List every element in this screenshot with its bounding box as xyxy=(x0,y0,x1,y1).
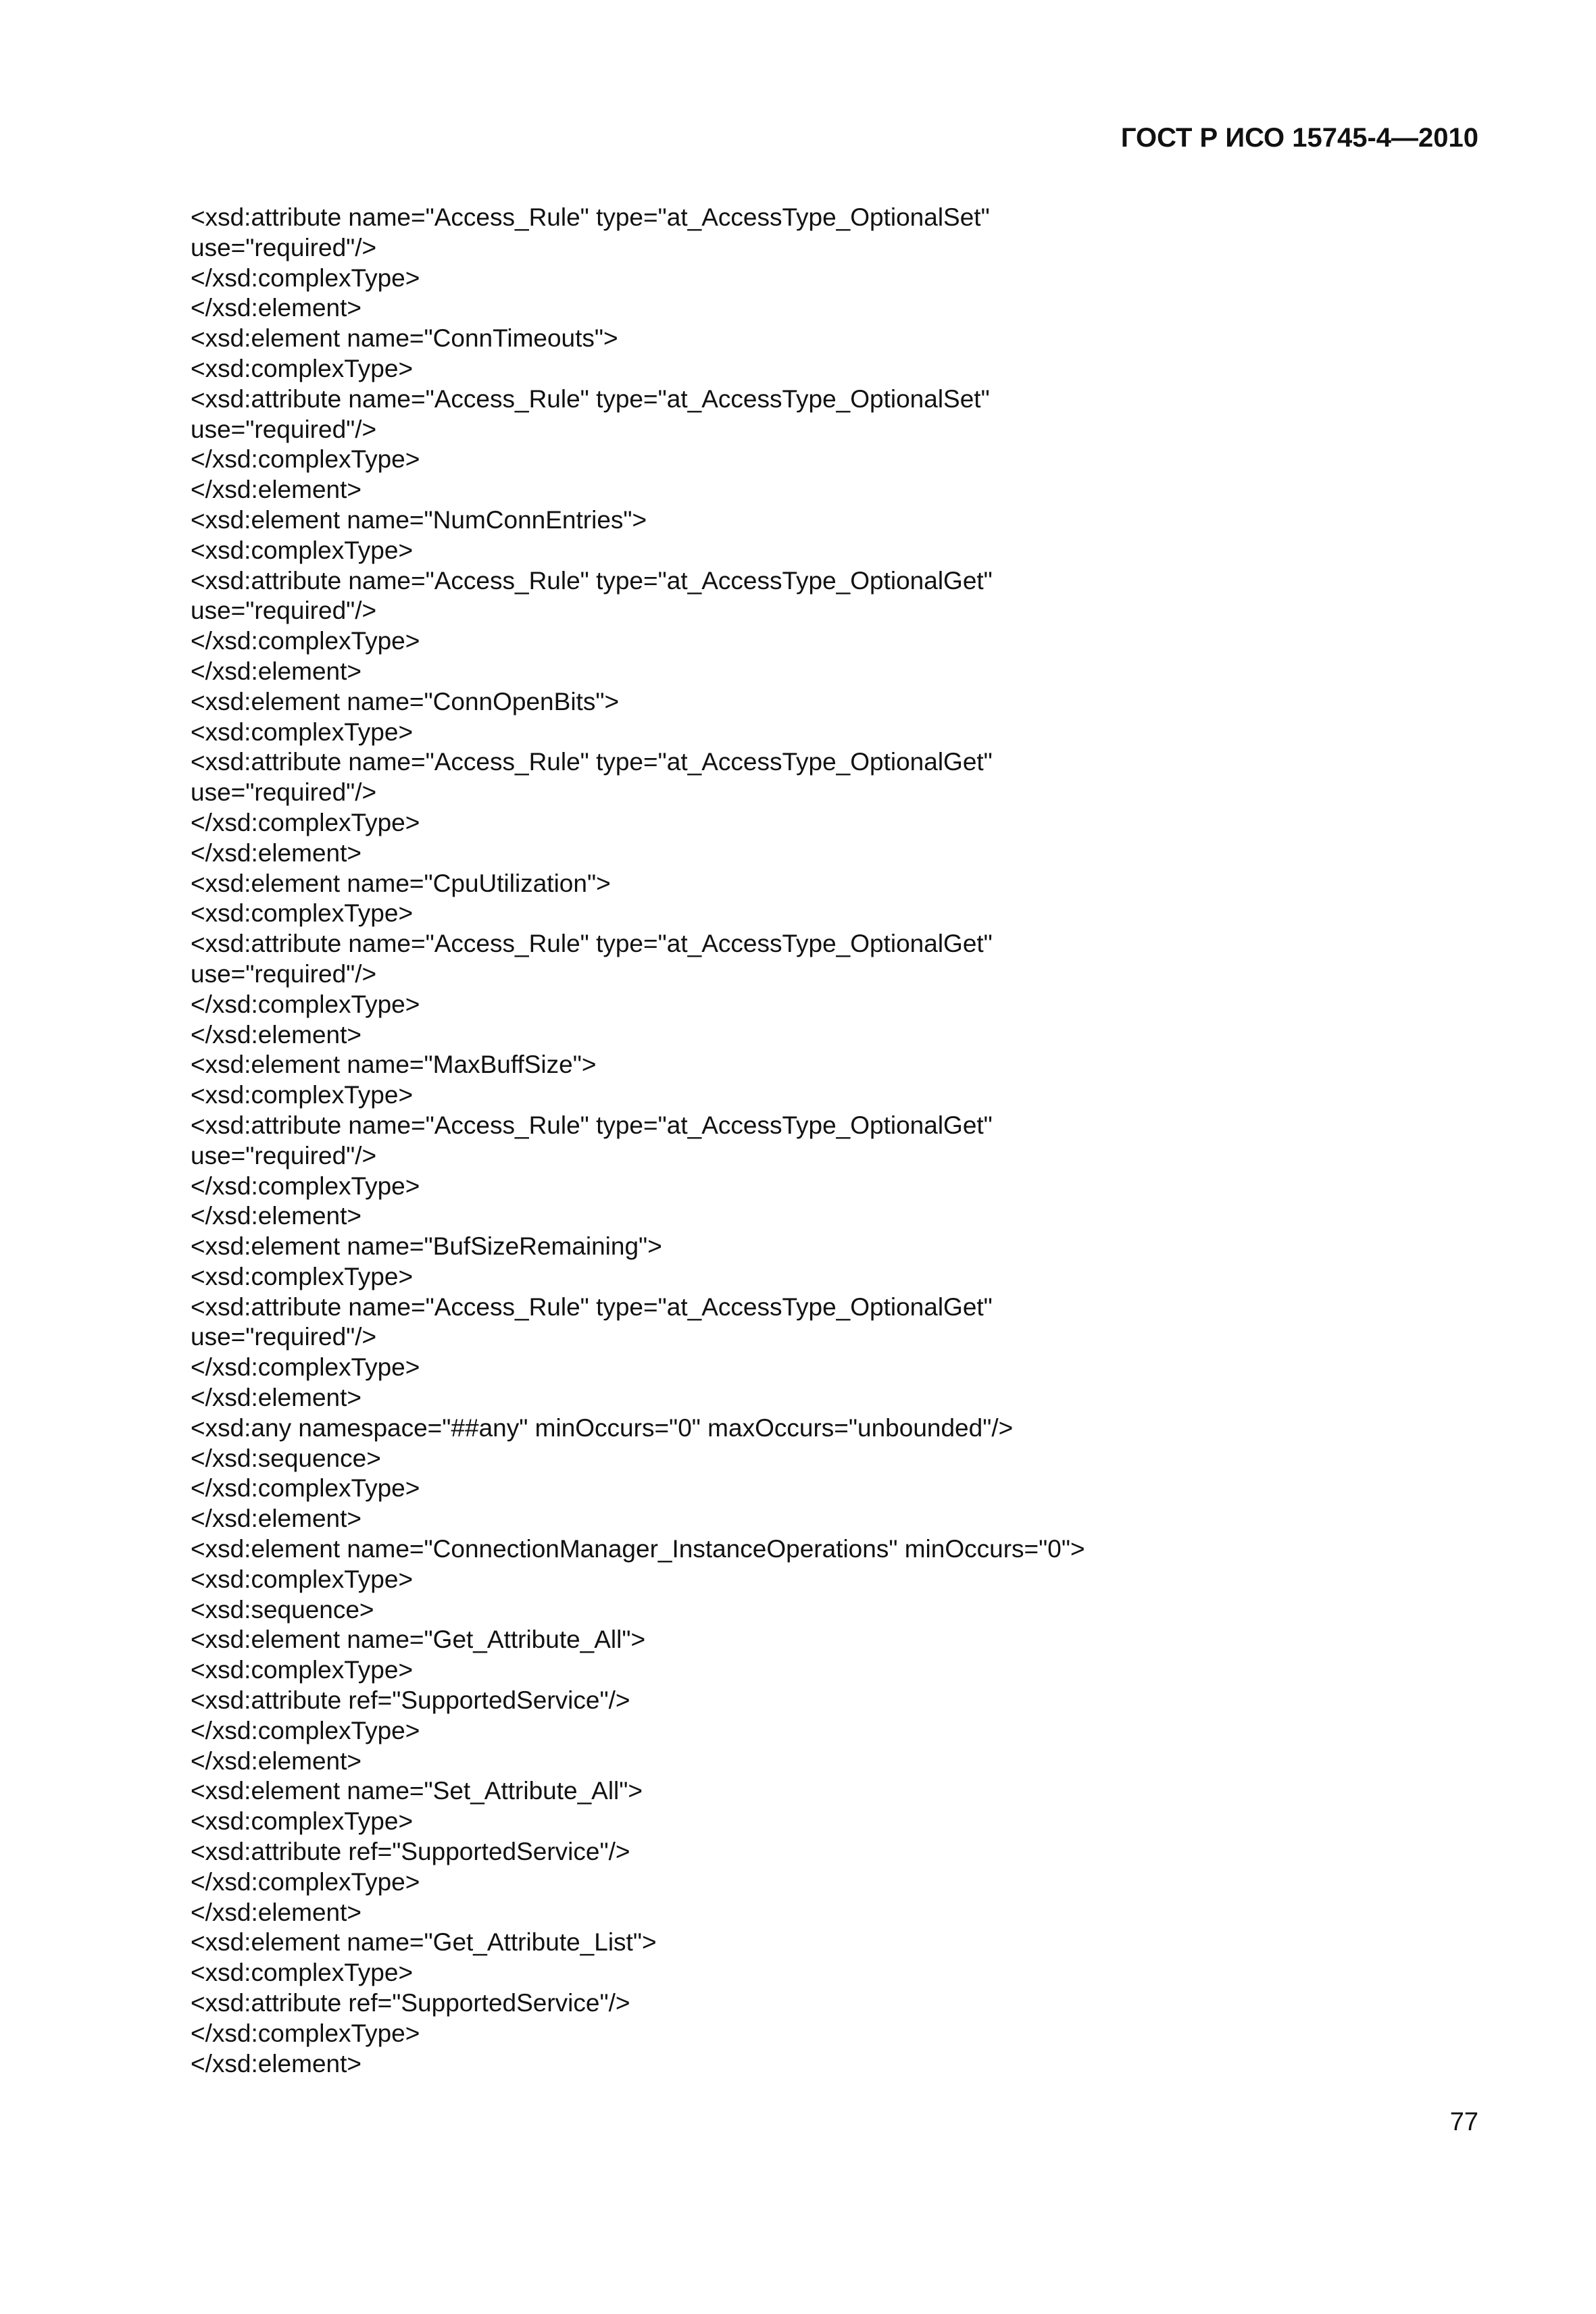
code-line: <xsd:any namespace="##any" minOccurs="0" maxOccurs="unbounded"/> xyxy=(191,1413,1014,1442)
code-line: </xsd:complexType> xyxy=(191,1867,420,1896)
code-line: <xsd:attribute name="Access_Rule" type="at_AccessType_OptionalSet" xyxy=(191,384,990,413)
code-line: </xsd:complexType> xyxy=(191,1716,420,1744)
code-line: use="required"/> xyxy=(191,959,377,988)
code-line: <xsd:attribute name="Access_Rule" type="at_AccessType_OptionalGet" xyxy=(191,1111,993,1139)
code-line: <xsd:complexType> xyxy=(191,718,414,746)
code-line: <xsd:complexType> xyxy=(191,1081,414,1109)
code-line: <xsd:element name="CpuUtilization"> xyxy=(191,869,611,897)
code-line: </xsd:complexType> xyxy=(191,627,420,655)
code-line: <xsd:complexType> xyxy=(191,536,414,564)
code-line: <xsd:element name="Get_Attribute_All"> xyxy=(191,1626,646,1654)
code-line: <xsd:element name="ConnTimeouts"> xyxy=(191,324,618,353)
code-line: </xsd:element> xyxy=(191,2049,361,2078)
code-line: <xsd:attribute name="Access_Rule" type="at_AccessType_OptionalGet" xyxy=(191,1292,993,1321)
code-line: </xsd:element> xyxy=(191,1384,361,1412)
code-line: use="required"/> xyxy=(191,778,377,807)
code-line: </xsd:complexType> xyxy=(191,808,420,836)
code-line: </xsd:complexType> xyxy=(191,990,420,1018)
code-line: </xsd:element> xyxy=(191,838,361,867)
code-line: use="required"/> xyxy=(191,1323,377,1351)
page-number: 77 xyxy=(1449,2108,1478,2136)
code-line: <xsd:element name="ConnOpenBits"> xyxy=(191,687,620,715)
code-line: </xsd:complexType> xyxy=(191,445,420,474)
code-line: use="required"/> xyxy=(191,415,377,443)
code-line: <xsd:attribute ref="SupportedService"/> xyxy=(191,1838,630,1866)
code-line: </xsd:complexType> xyxy=(191,1474,420,1503)
code-line: <xsd:attribute ref="SupportedService"/> xyxy=(191,1989,630,2017)
page-header-standard-id: ГОСТ Р ИСО 15745-4—2010 xyxy=(1120,123,1478,153)
code-line: <xsd:element name="Get_Attribute_List"> xyxy=(191,1928,657,1957)
code-line: </xsd:element> xyxy=(191,1020,361,1049)
code-line: <xsd:complexType> xyxy=(191,1656,414,1684)
code-line: <xsd:element name="NumConnEntries"> xyxy=(191,505,647,534)
code-line: use="required"/> xyxy=(191,1141,377,1169)
code-line: </xsd:element> xyxy=(191,294,361,322)
code-line: <xsd:element name="ConnectionManager_InstanceOperations" minOccurs="0"> xyxy=(191,1535,1085,1563)
code-line: </xsd:complexType> xyxy=(191,263,420,292)
code-line: </xsd:element> xyxy=(191,1505,361,1533)
code-line: </xsd:sequence> xyxy=(191,1444,381,1472)
code-line: <xsd:complexType> xyxy=(191,899,414,928)
code-line: <xsd:attribute name="Access_Rule" type="at_AccessType_OptionalGet" xyxy=(191,566,993,595)
code-line: <xsd:attribute name="Access_Rule" type="at_AccessType_OptionalSet" xyxy=(191,203,990,231)
code-line: use="required"/> xyxy=(191,233,377,261)
code-line: </xsd:complexType> xyxy=(191,2019,420,2047)
code-line: <xsd:element name="Set_Attribute_All"> xyxy=(191,1777,643,1805)
code-line: <xsd:complexType> xyxy=(191,1262,414,1290)
xsd-code-listing xyxy=(191,203,1508,2079)
code-line: <xsd:element name="MaxBuffSize"> xyxy=(191,1051,597,1079)
code-line: </xsd:element> xyxy=(191,657,361,685)
code-line: <xsd:sequence> xyxy=(191,1595,374,1624)
code-line: <xsd:attribute ref="SupportedService"/> xyxy=(191,1686,630,1715)
code-line: <xsd:complexType> xyxy=(191,1959,414,1987)
code-line: </xsd:element> xyxy=(191,1746,361,1775)
code-line: use="required"/> xyxy=(191,597,377,625)
code-line: <xsd:element name="BufSizeRemaining"> xyxy=(191,1232,662,1261)
code-line: </xsd:complexType> xyxy=(191,1172,420,1200)
code-line: <xsd:attribute name="Access_Rule" type="at_AccessType_OptionalGet" xyxy=(191,930,993,958)
code-line: </xsd:element> xyxy=(191,476,361,504)
code-line: <xsd:complexType> xyxy=(191,354,414,382)
code-line: <xsd:complexType> xyxy=(191,1807,414,1836)
code-line: </xsd:element> xyxy=(191,1202,361,1230)
code-line: <xsd:attribute name="Access_Rule" type="at_AccessType_OptionalGet" xyxy=(191,748,993,776)
code-line: </xsd:complexType> xyxy=(191,1353,420,1382)
code-line: <xsd:complexType> xyxy=(191,1565,414,1593)
code-line: </xsd:element> xyxy=(191,1898,361,1926)
